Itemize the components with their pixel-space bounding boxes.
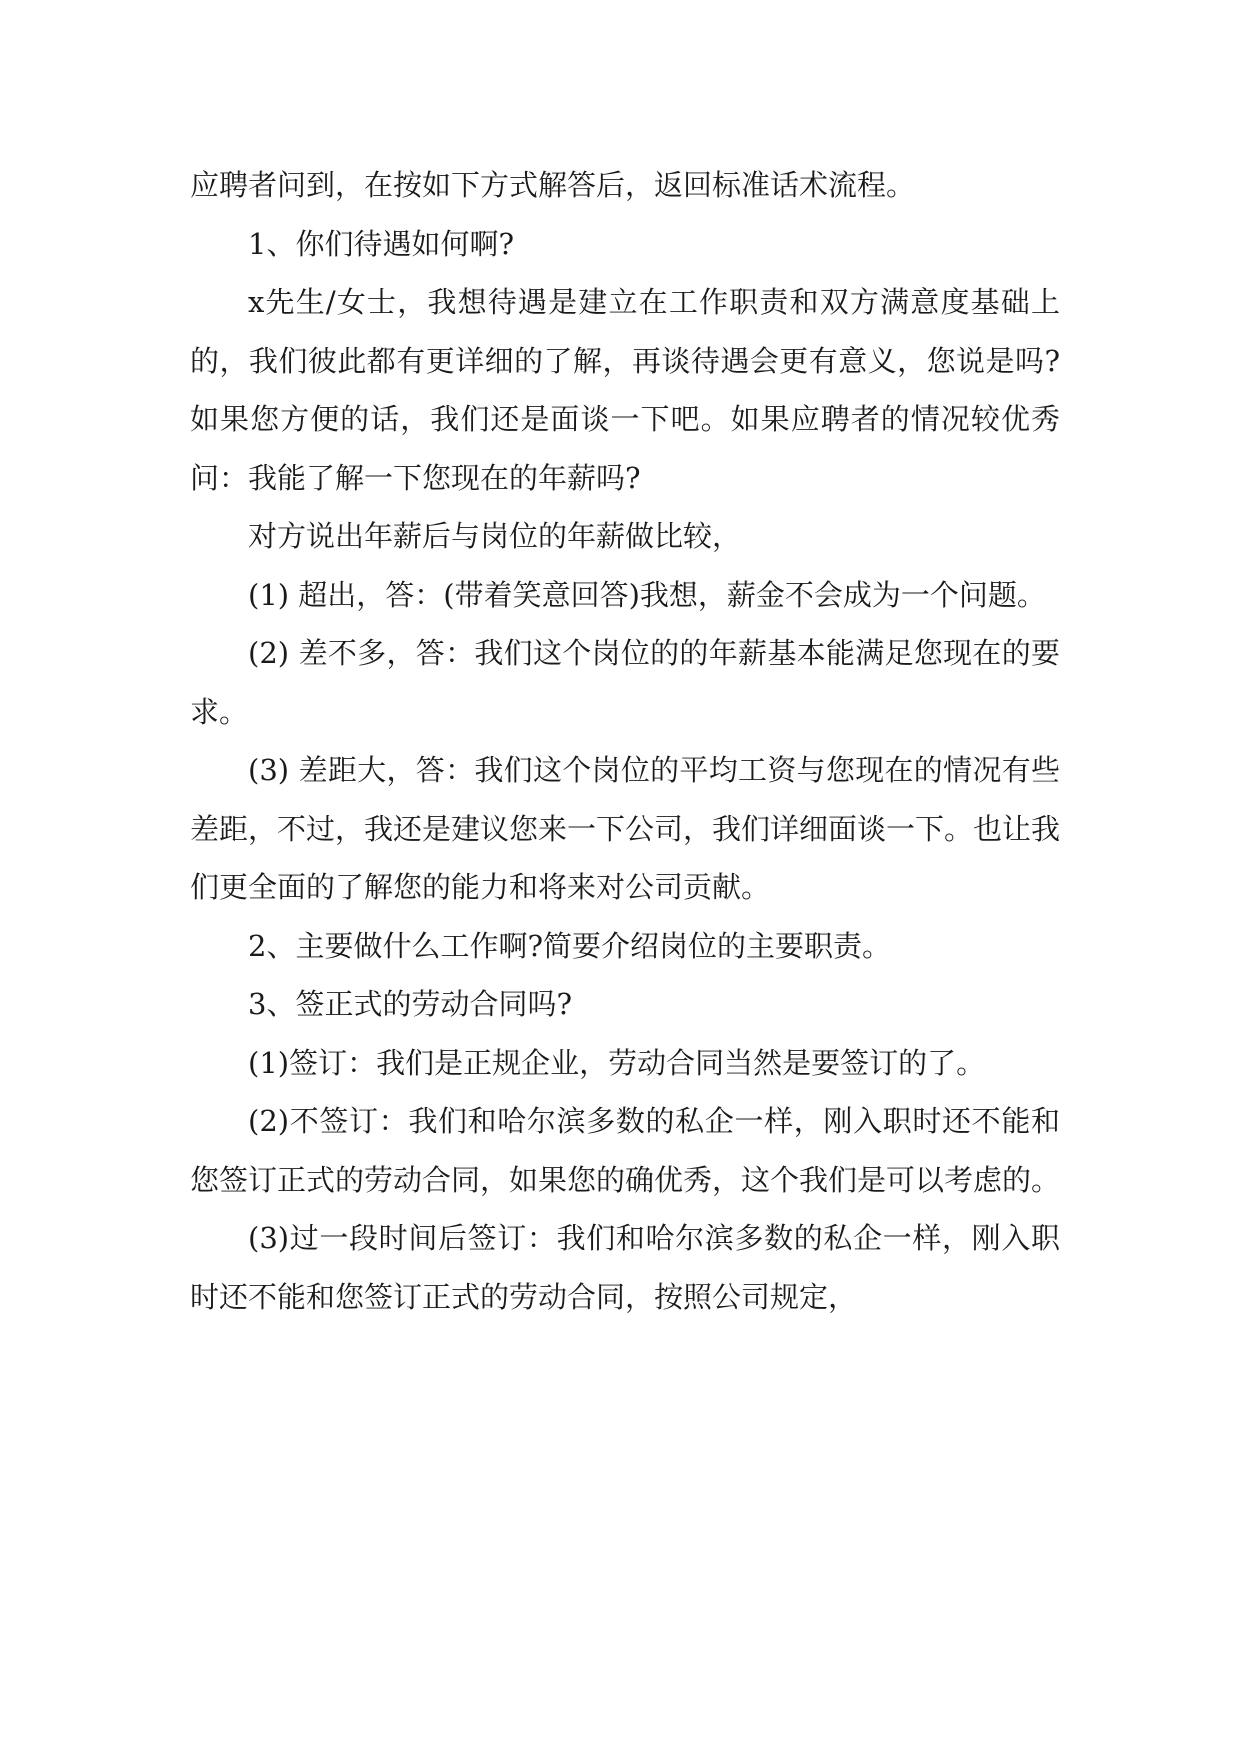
answer-1-option-2: (2) 差不多，答：我们这个岗位的的年薪基本能满足您现在的要求。: [190, 636, 1060, 729]
question-2-duties: 2、主要做什么工作啊?简要介绍岗位的主要职责。: [248, 928, 891, 963]
question-1-salary: 1、你们待遇如何啊?: [248, 226, 514, 261]
question-3-contract: 3、签正式的劳动合同吗?: [248, 987, 572, 1021]
paragraph-compare: 对方说出年薪后与岗位的年薪做比较，: [248, 519, 742, 553]
answer-1-option-1: (1) 超出，答：(带着笑意回答)我想，薪金不会成为一个问题。: [248, 577, 1046, 612]
answer-3-option-1: (1)签订：我们是正规企业，劳动合同当然是要签订的了。: [248, 1045, 986, 1080]
answer-3-option-2: (2)不签订：我们和哈尔滨多数的私企一样，刚入职时还不能和您签订正式的劳动合同，如果您的确优秀，这个我们是可以考虑的。: [190, 1104, 1061, 1197]
answer-3-option-3: (3)过一段时间后签订：我们和哈尔滨多数的私企一样，刚入职时还不能和您签订正式的劳动合同，按照公司规定，: [190, 1221, 1060, 1314]
document-body: [190, 156, 1060, 1326]
answer-1-salary: x先生/女士，我想待遇是建立在工作职责和双方满意度基础上的，我们彼此都有更详细的了解，再谈待遇会更有意义，您说是吗?如果您方便的话，我们还是面谈一下吧。如果应聘者的情况较优秀问：我能了解一下您现在的年薪吗?: [190, 285, 1060, 495]
paragraph-intro: 应聘者问到，在按如下方式解答后，返回标准话术流程。: [190, 168, 916, 202]
answer-1-option-3: (3) 差距大，答：我们这个岗位的平均工资与您现在的情况有些差距，不过，我还是建议您来一下公司，我们详细面谈一下。也让我们更全面的了解您的能力和将来对公司贡献。: [190, 753, 1061, 904]
